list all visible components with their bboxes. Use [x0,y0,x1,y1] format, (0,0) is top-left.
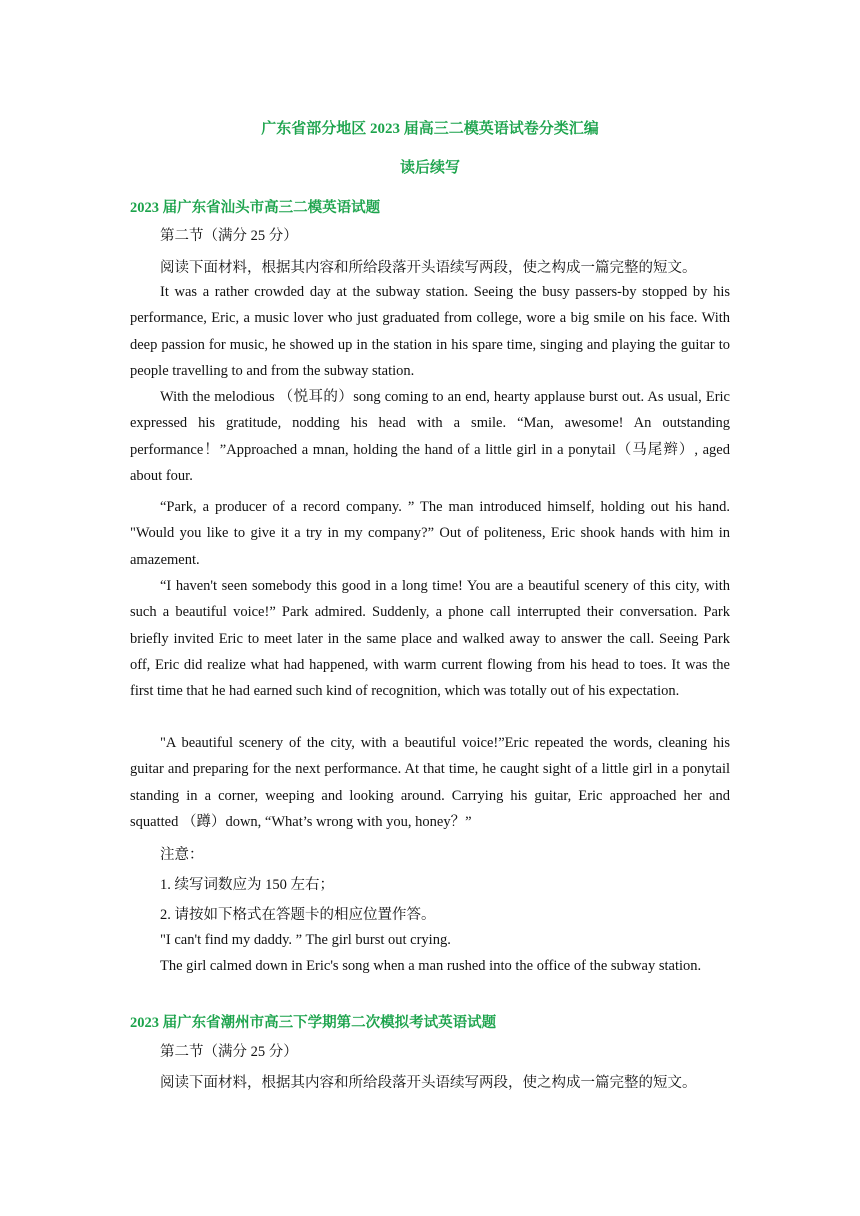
opening-sentence: "I can't find my daddy. ” The girl burst out crying. [160,932,451,948]
opening-sentence: The girl calmed down in Eric's song when a man rushed into the office of the subway station. [160,958,702,974]
part-label: 第二节（满分 25 分） [160,1044,298,1060]
note-label: 注意： [160,847,204,863]
instruction-text: 阅读下面材料，根据其内容和所给段落开头语续写两段，使之构成一篇完整的短文。 [160,1075,697,1091]
document-subtitle: 读后续写 [399,160,460,176]
note-item: 2. 请按如下格式在答题卡的相应位置作答。 [160,907,436,923]
instruction-text: 阅读下面材料，根据其内容和所给段落开头语续写两段，使之构成一篇完整的短文。 [160,260,697,276]
story-paragraph: It was a rather crowded day at the subway station. Seeing the busy passers-by stopped by his performance, Eric, a music lover who just graduated from college, wore a big smile on his face. With deep passion for music, he showed up in the station in his spare time, singing and playing the guitar to people travelling to and from the subway station. [130,284,730,379]
story-paragraph: “Park, a producer of a record company. ” The man introduced himself, holding out his hand. "Would you like to give it a try in my company?” Out of politeness, Eric shook hands with him in amazement. [130,499,730,568]
document-title: 广东省部分地区 2023 届高三二模英语试卷分类汇编 [261,121,599,137]
story-paragraph: With the melodious （悦耳的）song coming to an end, hearty applause burst out. As usual, Eric expressed his gratitude, nodding his head with a smile. “Man, awesome! An outstanding performance！”Approached a mnan, holding the hand of a little girl in a ponytail（马尾辫）, aged about four. [130,389,730,484]
note-item: 1. 续写词数应为 150 左右； [160,877,334,893]
story-paragraph: “I haven't seen somebody this good in a long time! You are a beautiful scenery of this city, with such a beautiful voice!” Park admired. Suddenly, a phone call interrupted their conversation. Park briefly invited Eric to meet later in the same place and walked away to answer the call. Seeing Park off, Eric did realize what had happened, with warm current flowing from his head to toes. It was the first time that he had earned such kind of recognition, which was totally out of his expectation. [130,578,730,700]
section-heading: 2023 届广东省潮州市高三下学期第二次模拟考试英语试题 [130,1015,497,1031]
story-paragraph: "A beautiful scenery of the city, with a beautiful voice!”Eric repeated the words, cleaning his guitar and preparing for the next performance. At that time, he caught sight of a little girl in a ponytail standing in a corner, weeping and looking around. Carrying his guitar, Eric approached her and squatted （蹲）down, “What’s wrong with you, honey？” [130,735,730,830]
section-heading: 2023 届广东省汕头市高三二模英语试题 [130,200,381,216]
part-label: 第二节（满分 25 分） [160,228,298,244]
